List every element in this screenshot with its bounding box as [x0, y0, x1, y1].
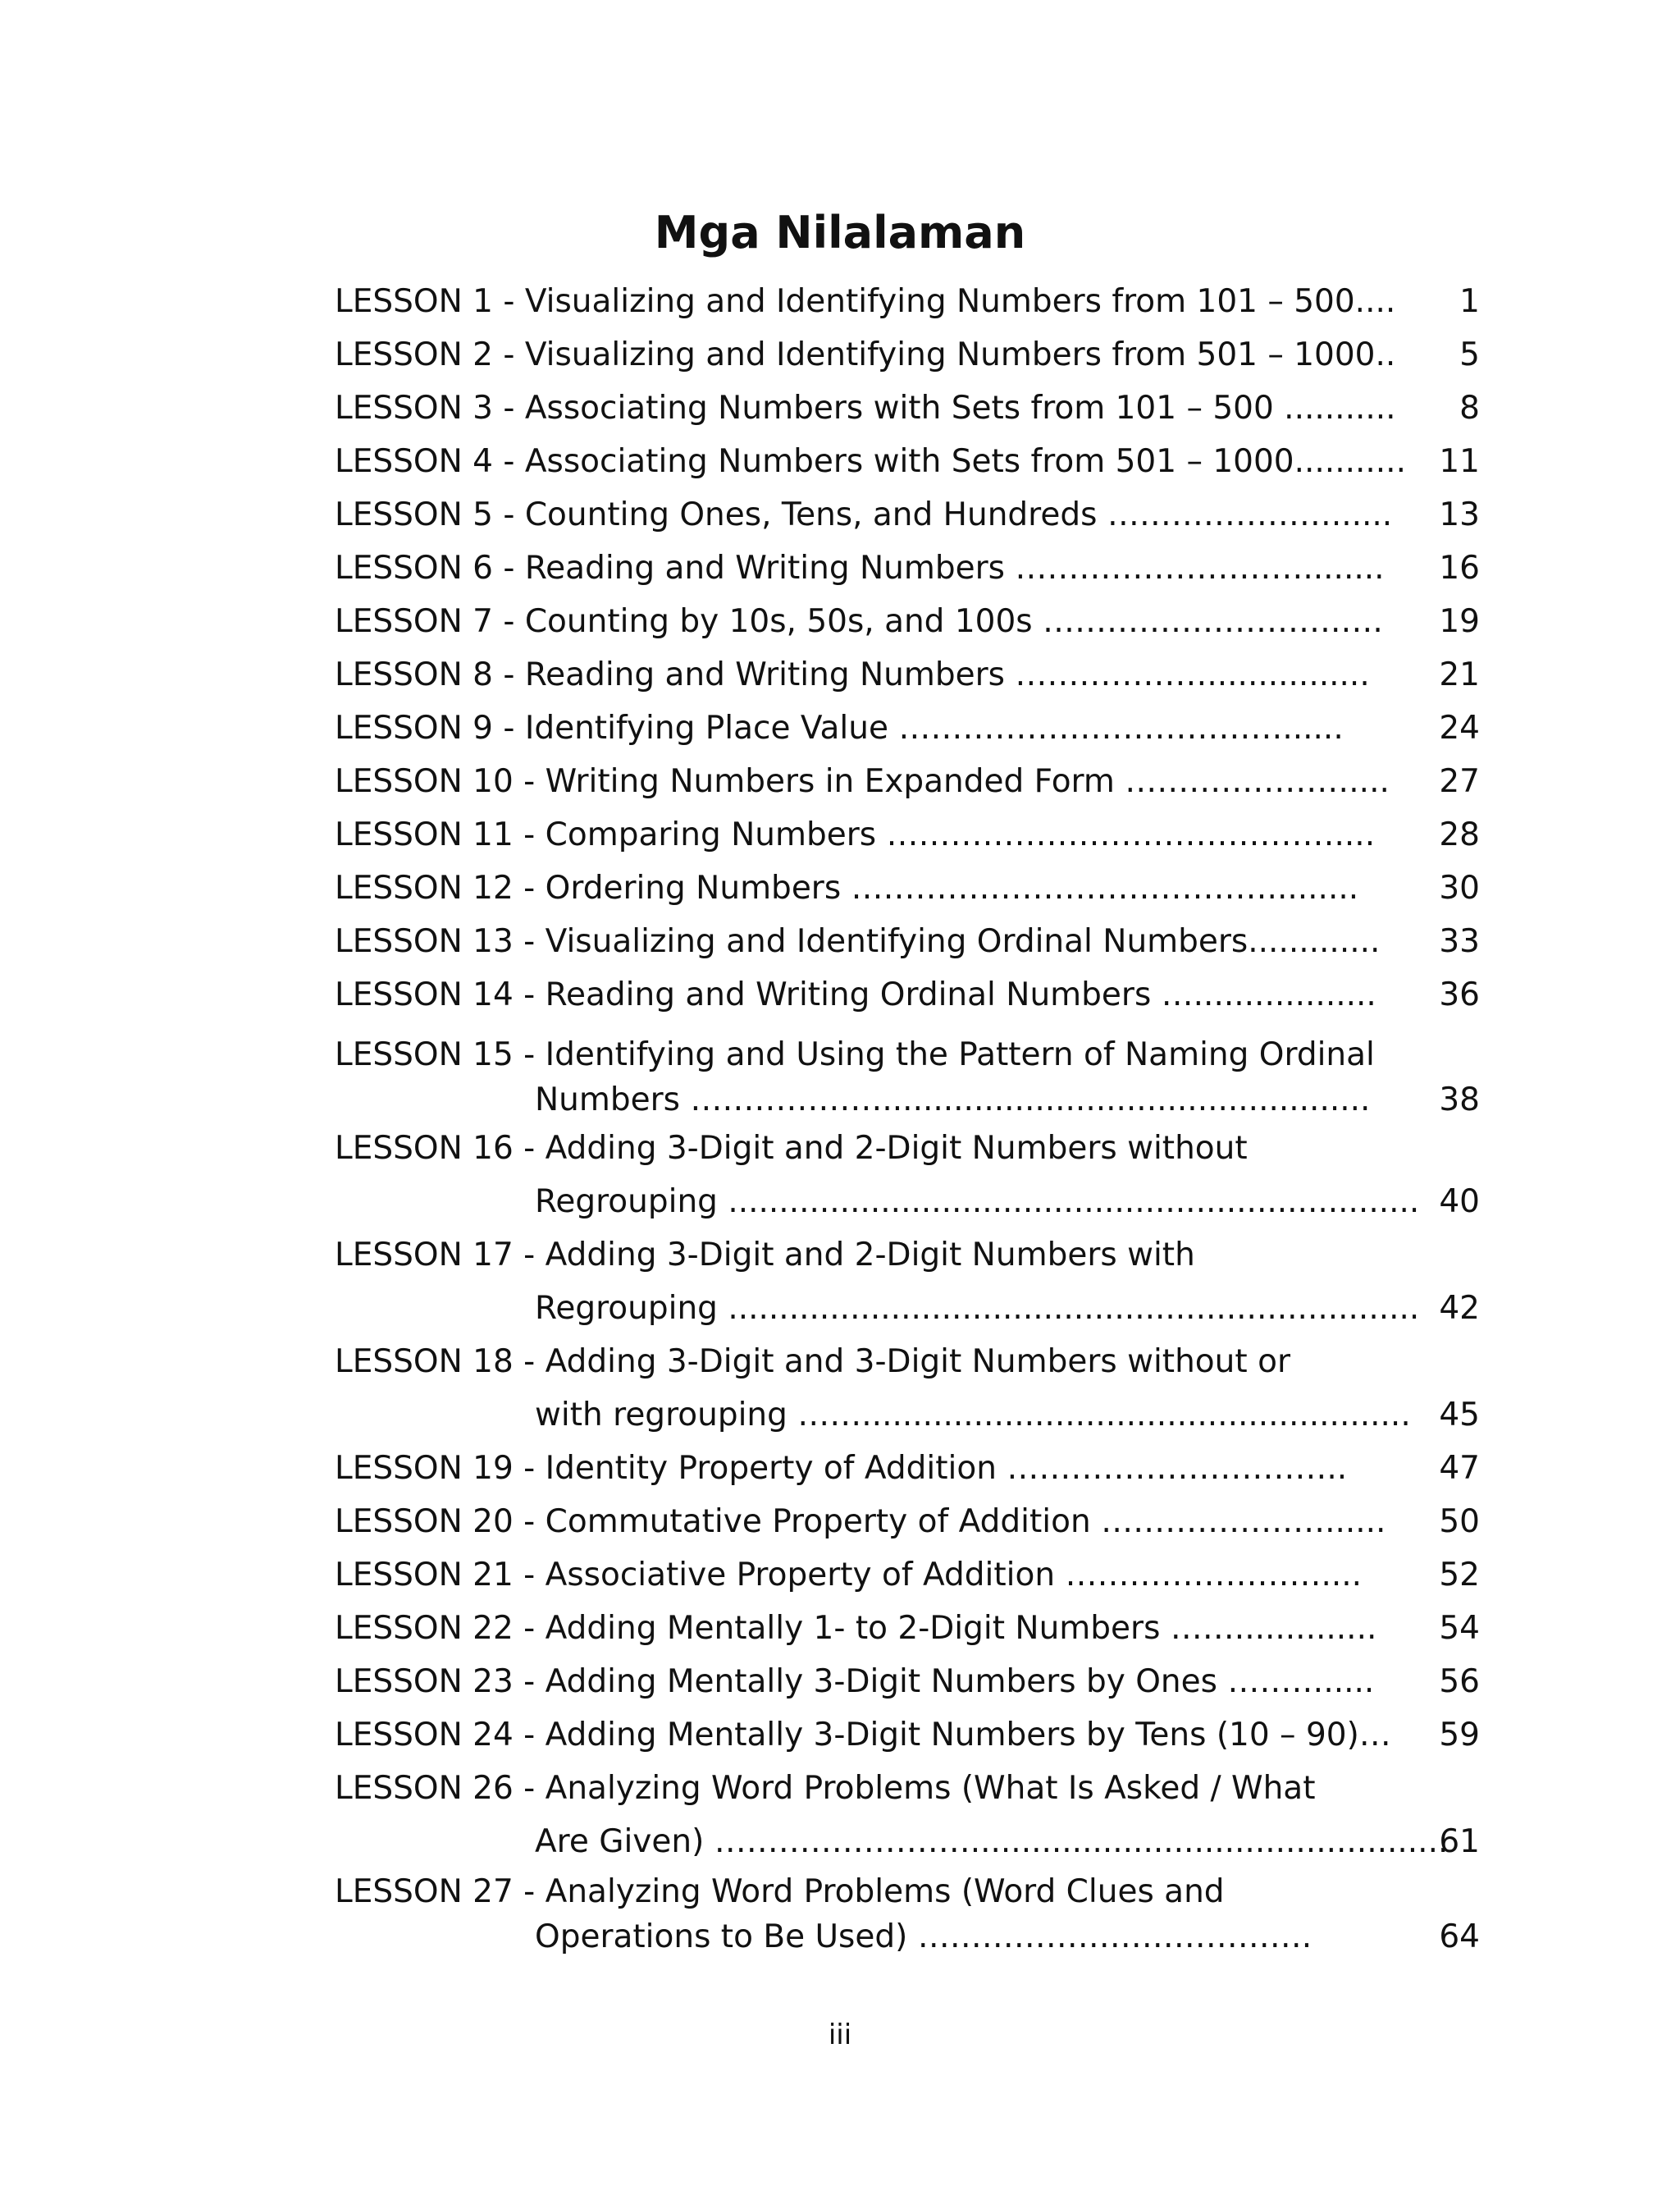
toc-entry-page-number: 19 [1439, 603, 1480, 640]
toc-entry [335, 595, 1483, 648]
toc-entry-page-number: 61 [1439, 1823, 1480, 1860]
toc-entry-page-number: 38 [1439, 1081, 1480, 1118]
toc-entry-title: LESSON 1 - Visualizing and Identifying Numbers from 101 – 500.... [335, 283, 1396, 320]
toc-entry [335, 1031, 1483, 1122]
toc-entry-title: LESSON 3 - Associating Numbers with Sets from 101 – 500 ........... [335, 390, 1396, 427]
toc-entry-page-number: 8 [1459, 390, 1480, 427]
toc-entry-title: LESSON 6 - Reading and Writing Numbers ………………………........ [335, 550, 1385, 587]
toc-entry [335, 1868, 1483, 1959]
toc-entry [335, 275, 1483, 328]
toc-entry-page-number: 45 [1439, 1397, 1480, 1433]
toc-entry-page-number: 59 [1439, 1717, 1480, 1753]
toc-entry-title: LESSON 23 - Adding Mentally 3-Digit Numbers by Ones ………..... [335, 1663, 1375, 1700]
toc-entry [335, 702, 1483, 755]
toc-entry [335, 755, 1483, 808]
toc-entry-page-number: 13 [1439, 496, 1480, 533]
toc-entry [335, 808, 1483, 862]
toc-entry [335, 1655, 1483, 1708]
toc-entry [335, 1335, 1483, 1442]
toc-entry-page-number: 28 [1439, 816, 1480, 853]
toc-entry-page-number: 54 [1439, 1610, 1480, 1647]
toc-entry-page-number: 52 [1439, 1557, 1480, 1593]
toc-entry-title: LESSON 16 - Adding 3-Digit and 2-Digit Numbers without [335, 1130, 1248, 1167]
toc-entry [335, 862, 1483, 915]
toc-entry-title: LESSON 10 - Writing Numbers in Expanded Form ………………….... [335, 763, 1390, 800]
toc-entry-title: LESSON 26 - Analyzing Word Problems (What Is Asked / What [335, 1770, 1316, 1807]
toc-entry-page-number: 42 [1439, 1290, 1480, 1327]
toc-entry [335, 1122, 1483, 1228]
toc-entry-page-number: 36 [1439, 976, 1480, 1013]
toc-entry [335, 1548, 1483, 1602]
toc-entry-title: LESSON 15 - Identifying and Using the Pattern of Naming Ordinal [335, 1036, 1375, 1073]
toc-entry-title: LESSON 13 - Visualizing and Identifying Ordinal Numbers............. [335, 923, 1381, 960]
toc-entry-title: LESSON 27 - Analyzing Word Problems (Word Clues and [335, 1873, 1225, 1910]
toc-entry [335, 915, 1483, 968]
toc-entry-title: LESSON 2 - Visualizing and Identifying Numbers from 501 – 1000.. [335, 336, 1396, 373]
toc-entry-title: LESSON 19 - Identity Property of Addition ………………………….. [335, 1450, 1348, 1487]
toc-entry-title: LESSON 9 - Identifying Place Value ………………………………...... [335, 710, 1344, 747]
toc-entry [335, 1228, 1483, 1335]
table-of-contents [335, 275, 1483, 1959]
toc-entry-page-number: 27 [1439, 763, 1480, 800]
toc-entry-page-number: 30 [1439, 870, 1480, 907]
toc-entry-page-number: 64 [1439, 1918, 1480, 1955]
toc-entry [335, 435, 1483, 488]
toc-entry-title: LESSON 21 - Associative Property of Addition …………………….... [335, 1557, 1363, 1593]
toc-entry-title-continued: with regrouping ……...................................................... [535, 1397, 1411, 1433]
toc-entry-page-number: 47 [1439, 1450, 1480, 1487]
toc-entry [335, 968, 1483, 1022]
toc-entry-page-number: 40 [1439, 1183, 1480, 1220]
toc-entry-title: LESSON 7 - Counting by 10s, 50s, and 100s ……………………….…. [335, 603, 1383, 640]
toc-entry-page-number: 50 [1439, 1503, 1480, 1540]
toc-entry-title: LESSON 12 - Ordering Numbers …………………………………......... [335, 870, 1359, 907]
toc-entry-title: LESSON 24 - Adding Mentally 3-Digit Numbers by Tens (10 – 90)… [335, 1717, 1391, 1753]
toc-entry [335, 542, 1483, 595]
toc-entry-page-number: 1 [1459, 283, 1480, 320]
toc-entry [335, 382, 1483, 435]
toc-entry [335, 328, 1483, 382]
toc-entry-title: LESSON 20 - Commutative Property of Addition …………………...... [335, 1503, 1386, 1540]
toc-entry-title-continued: Regrouping .................................................................... [535, 1290, 1420, 1327]
toc-entry [335, 1495, 1483, 1548]
toc-entry-title: LESSON 17 - Adding 3-Digit and 2-Digit Numbers with [335, 1237, 1195, 1273]
toc-entry-page-number: 24 [1439, 710, 1480, 747]
toc-entry-title: LESSON 11 - Comparing Numbers …………………………………….... [335, 816, 1376, 853]
toc-entry [335, 1602, 1483, 1655]
toc-entry-title-continued: Regrouping .................................................................... [535, 1183, 1420, 1220]
toc-entry-page-number: 21 [1439, 656, 1480, 693]
page-number: iii [828, 2019, 852, 2051]
toc-entry-title-continued: Are Given) ……………………............................................... [535, 1823, 1449, 1860]
toc-entry [335, 1762, 1483, 1868]
toc-entry-title-continued: Operations to Be Used) ………………………………. [535, 1918, 1312, 1955]
toc-entry [335, 648, 1483, 702]
toc-entry-title-continued: Numbers ………………................................................ [535, 1081, 1371, 1118]
toc-entry [335, 1442, 1483, 1495]
toc-entry-page-number: 5 [1459, 336, 1480, 373]
toc-entry-title: LESSON 22 - Adding Mentally 1- to 2-Digit Numbers …….............. [335, 1610, 1377, 1647]
toc-entry-page-number: 56 [1439, 1663, 1480, 1700]
toc-entry-title: LESSON 8 - Reading and Writing Numbers ………………................ [335, 656, 1370, 693]
toc-entry-page-number: 33 [1439, 923, 1480, 960]
toc-entry-title: LESSON 5 - Counting Ones, Tens, and Hundreds …………………...... [335, 496, 1393, 533]
toc-entry-title: LESSON 14 - Reading and Writing Ordinal Numbers ….................. [335, 976, 1376, 1013]
toc-entry-page-number: 11 [1439, 443, 1480, 480]
page-title: Mga Nilalaman [654, 207, 1026, 258]
toc-entry-title: LESSON 18 - Adding 3-Digit and 3-Digit Numbers without or [335, 1343, 1290, 1380]
toc-entry-title: LESSON 4 - Associating Numbers with Sets from 501 – 1000........... [335, 443, 1406, 480]
toc-entry [335, 1708, 1483, 1762]
toc-entry [335, 488, 1483, 542]
toc-entry-page-number: 16 [1439, 550, 1480, 587]
